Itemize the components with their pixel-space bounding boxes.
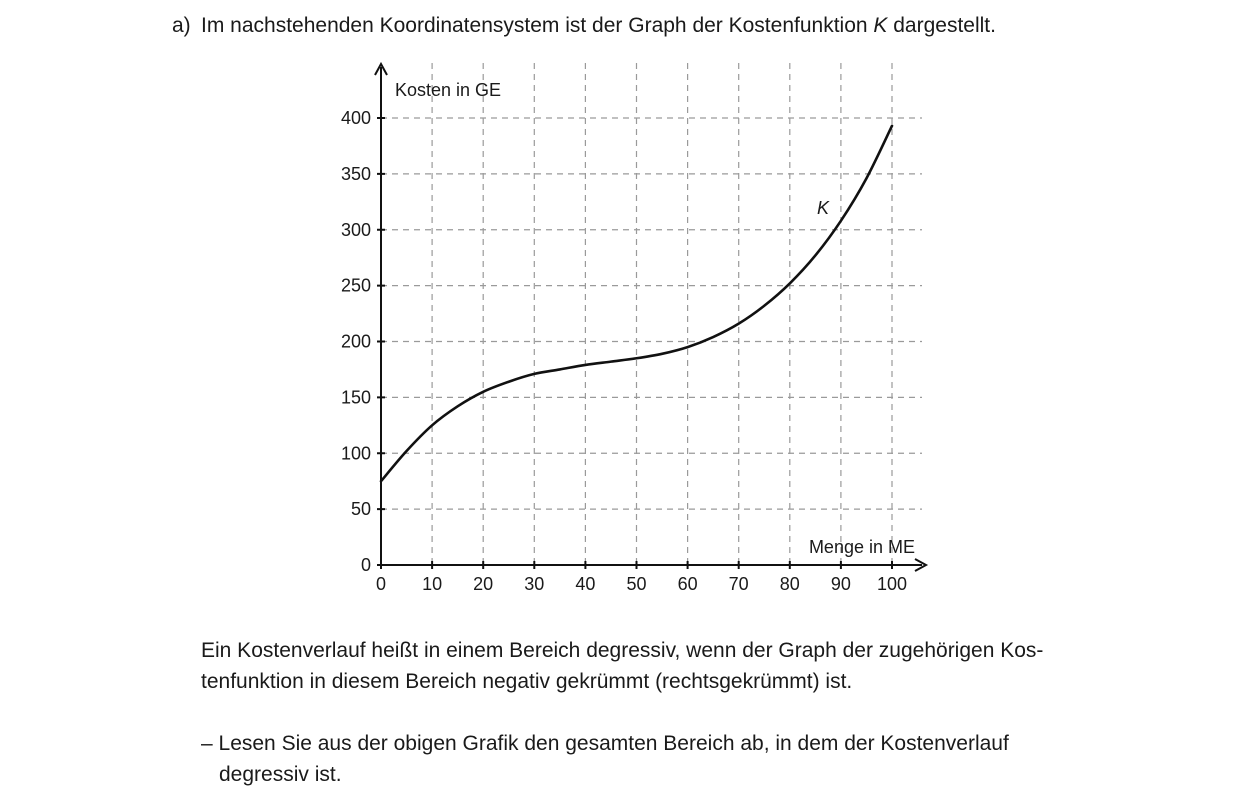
x-tick-label-30: 30 bbox=[524, 574, 545, 594]
x-tick-label-80: 80 bbox=[779, 574, 800, 594]
x-axis-title: Menge in ME bbox=[808, 537, 915, 557]
x-tick-label-100: 100 bbox=[876, 574, 908, 594]
function-symbol: K bbox=[873, 14, 888, 37]
x-tick-label-10: 10 bbox=[422, 574, 443, 594]
task-text-before: Im nachstehenden Koordinatensystem ist der Graph der Kostenfunktion bbox=[201, 14, 874, 37]
task-bullet-line-1: – Lesen Sie aus der obigen Grafik den gesamten Bereich ab, in dem der Kostenverlauf bbox=[201, 732, 1009, 755]
y-axis-title: Kosten in GE bbox=[395, 80, 502, 100]
definition-line-1: Ein Kostenverlauf heißt in einem Bereich degressiv, wenn der Graph der zugehörigen Kos- bbox=[201, 639, 1044, 662]
grid bbox=[381, 63, 922, 565]
y-tick-label-200: 200 bbox=[340, 331, 371, 352]
y-tick-label-100: 100 bbox=[340, 443, 371, 464]
task-label: a) bbox=[172, 14, 191, 37]
y-tick-label-0: 0 bbox=[360, 555, 371, 575]
y-tick-label-300: 300 bbox=[340, 219, 371, 240]
x-tick-label-20: 20 bbox=[473, 574, 494, 594]
x-tick-label-40: 40 bbox=[575, 574, 596, 594]
x-tick-label-60: 60 bbox=[677, 574, 698, 594]
y-tick-label-350: 350 bbox=[340, 163, 371, 184]
definition-line-2: tenfunktion in diesem Bereich negativ gekrümmt (rechtsgekrümmt) ist. bbox=[201, 670, 853, 693]
x-tick-label-50: 50 bbox=[626, 574, 647, 594]
task-text-after: dargestellt. bbox=[887, 14, 996, 37]
y-tick-label-400: 400 bbox=[340, 108, 371, 128]
task-bullet-line-2: degressiv ist. bbox=[219, 763, 342, 786]
ticks bbox=[341, 108, 907, 594]
y-tick-label-150: 150 bbox=[340, 387, 371, 408]
y-tick-label-250: 250 bbox=[340, 275, 371, 296]
chart-labels bbox=[395, 80, 915, 557]
x-tick-label-90: 90 bbox=[830, 574, 851, 594]
curve-annotation-K: K bbox=[817, 198, 830, 219]
x-tick-label-0: 0 bbox=[375, 574, 387, 594]
axes bbox=[375, 64, 926, 571]
x-tick-label-70: 70 bbox=[728, 574, 749, 594]
y-tick-label-50: 50 bbox=[350, 499, 371, 520]
